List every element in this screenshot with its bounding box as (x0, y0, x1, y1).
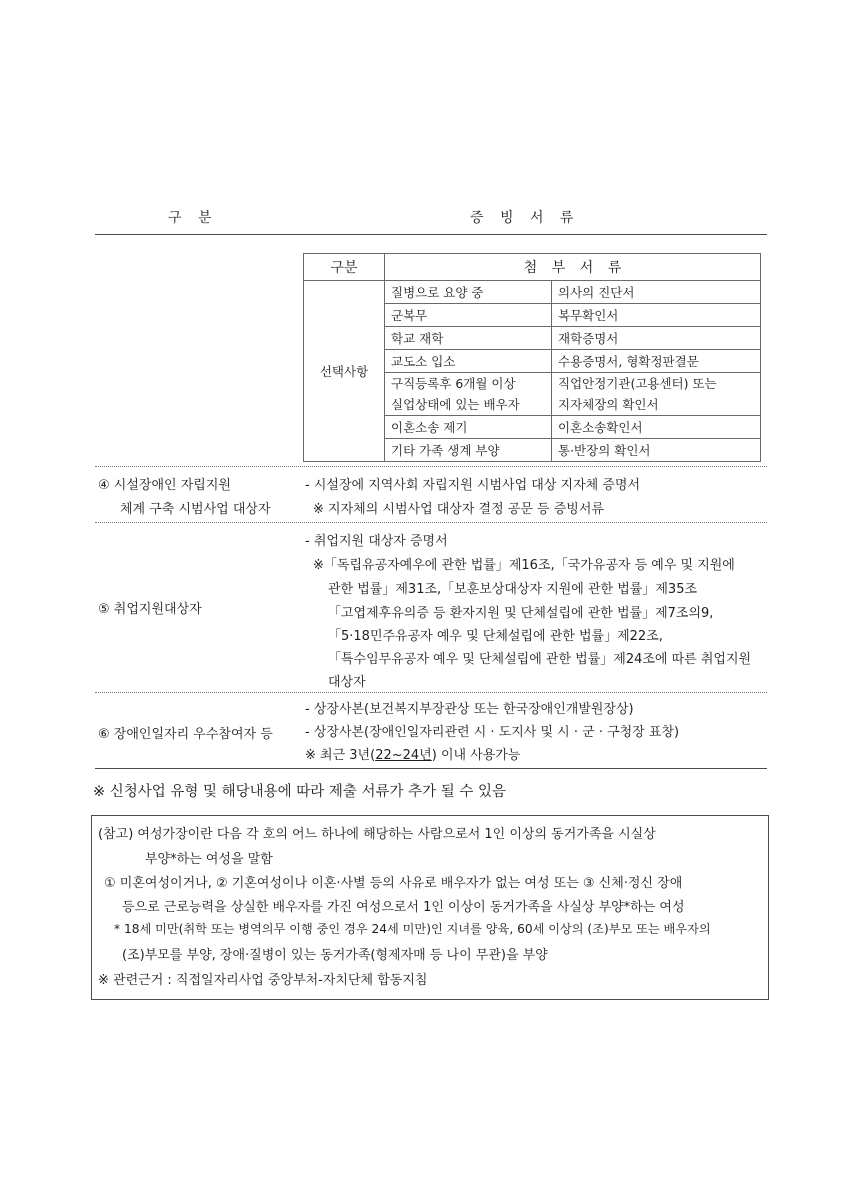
group-label-optional: 선택사항 (304, 281, 385, 462)
section4-label-line2: 체계 구축 시범사업 대상자 (120, 502, 271, 517)
note-line1: (참고) 여성가장이란 다음 각 호의 어느 하나에 해당하는 사람으로서 1인 이상의 동거가족을 시실상 (98, 827, 656, 842)
document-cell: 수용증명서, 형확정판결문 (552, 350, 761, 373)
section5-doc-line2: ※「독립유공자예우에 관한 법률」제16조,「국가유공자 등 예우 및 지원에 (313, 558, 735, 573)
section6-doc-line3-suffix: ) 이내 사용가능 (431, 748, 521, 763)
section-divider (95, 522, 767, 523)
document-cell: 복무확인서 (552, 304, 761, 327)
header-col-documents: 증 빙 서 류 (470, 210, 574, 226)
section-divider (95, 692, 767, 693)
table-row (304, 281, 761, 304)
note-line3: ① 미혼여성이거나, ② 기혼여성이나 이혼·사별 등의 사유로 배우자가 없는 여성 또는 ③ 신체·정신 장애 (104, 876, 683, 891)
section5-doc-line5: 「5·18민주유공자 예우 및 단체설립에 관한 법률」제22조, (328, 629, 663, 644)
case-cell (385, 373, 552, 416)
document-cell (552, 373, 761, 416)
section5-doc-line1: - 취업지원 대상자 증명서 (305, 534, 448, 549)
document-line: 지자체장의 확인서 (558, 397, 659, 412)
section4-label-line1: ④ 시설장애인 자립지원 (98, 478, 231, 493)
case-cell: 기타 가족 생계 부양 (385, 439, 552, 462)
section5-doc-line3: 관한 법률」제31조,「보훈보상대상자 지원에 관한 법률」제35조 (328, 582, 698, 597)
section5-doc-line6: 「특수임무유공자 예우 및 단체설립에 관한 법률」제24조에 따른 취업지원 (328, 652, 752, 667)
note-line6: (조)부모를 부양, 장애·질병이 있는 동거가족(형제자매 등 나이 무관)을 부양 (122, 948, 548, 963)
document-cell: 재학증명서 (552, 327, 761, 350)
table-header-row (304, 254, 761, 281)
table-bottom-border (95, 768, 767, 769)
section4-doc-line1: - 시설장에 지역사회 자립지원 시범사업 대상 지자체 증명서 (305, 478, 641, 493)
table-header-category: 구분 (304, 254, 385, 281)
document-cell: 의사의 진단서 (552, 281, 761, 304)
case-line: 구직등록후 6개월 이상 (391, 376, 516, 391)
section6-label: ⑥ 장애인일자리 우수참여자 등 (98, 727, 273, 742)
optional-documents-table (303, 253, 761, 462)
section6-doc-line1: - 상장사본(보건복지부장관상 또는 한국장애인개발원장상) (305, 702, 634, 717)
document-line: 직업안정기관(고용센터) 또는 (558, 376, 717, 391)
case-cell: 교도소 입소 (385, 350, 552, 373)
section6-doc-line2: - 상장사본(장애인일자리관련 시 · 도지사 및 시 · 군 · 구청장 표창) (305, 725, 680, 740)
section5-doc-line7: 대상자 (328, 675, 366, 690)
case-cell: 학교 재학 (385, 327, 552, 350)
case-cell: 질병으로 요양 중 (385, 281, 552, 304)
note-line2: 부양*하는 여성을 말함 (145, 852, 273, 867)
section6-doc-line3-period: 22~24년 (375, 748, 432, 763)
note-line7: ※ 관련근거 : 직접일자리사업 중앙부처-자치단체 합동지침 (98, 973, 428, 988)
footnote: ※ 신청사업 유형 및 해당내용에 따라 제출 서류가 추가 될 수 있음 (93, 784, 507, 800)
section4-doc-line2: ※ 지자체의 시범사업 대상자 결정 공문 등 증빙서류 (313, 502, 604, 517)
case-cell: 군복무 (385, 304, 552, 327)
section5-label: ⑤ 취업지원대상자 (98, 602, 202, 617)
document-cell: 이혼소송확인서 (552, 416, 761, 439)
case-cell: 이혼소송 제기 (385, 416, 552, 439)
table-header-attachments: 첨 부 서 류 (385, 254, 761, 281)
section6-doc-line3-prefix: ※ 최근 3년( (305, 748, 376, 763)
section6-doc-line3 (305, 744, 520, 763)
section5-doc-line4: 「고엽제후유의증 등 환자지원 및 단체설립에 관한 법률」제7조의9, (328, 606, 714, 621)
header-divider (95, 234, 767, 235)
header-col-category: 구 분 (168, 210, 212, 226)
note-line5: * 18세 미만(취학 또는 병역의무 이행 중인 경우 24세 미만)인 지녀를 양육, 60세 이상의 (조)부모 또는 배우자의 (114, 922, 711, 936)
case-line: 실업상태에 있는 배우자 (391, 397, 520, 412)
section-divider (95, 466, 767, 467)
note-line4: 등으로 근로능력을 상실한 배우자를 가진 여성으로서 1인 이상이 동거가족을 사실상 부양*하는 여성 (122, 900, 685, 915)
document-cell: 통·반장의 확인서 (552, 439, 761, 462)
